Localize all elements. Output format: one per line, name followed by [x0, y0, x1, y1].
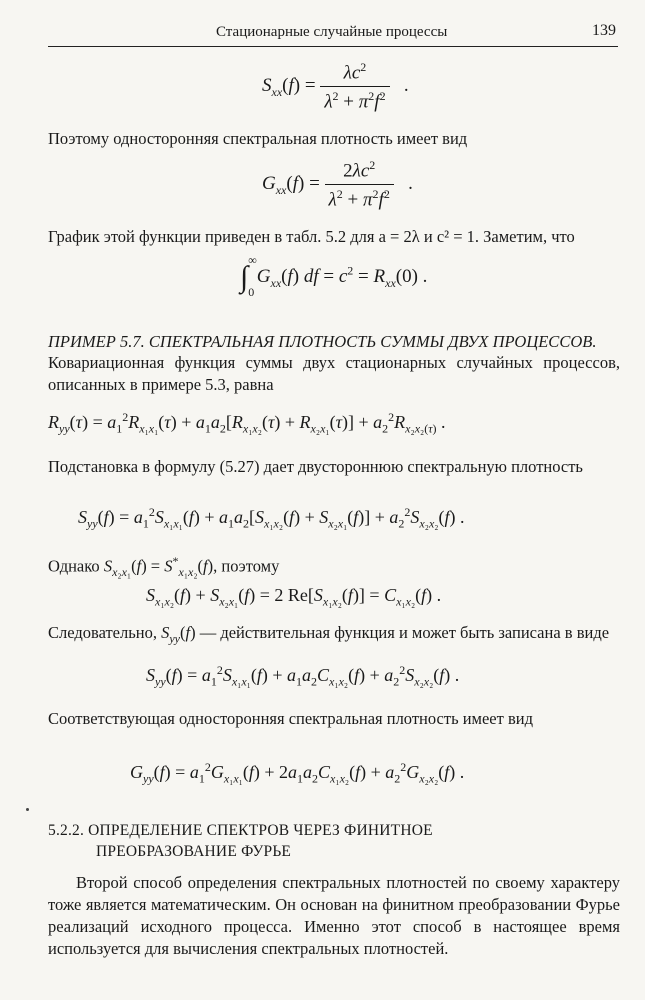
paragraph: Второй способ определения спектральных плотностей по своему характеру тоже является математическим. Он основан на финитном преобразовании Фурье реализаций исходного процесса. Именно этот способ в настоящее время используется для вычисления спектральных плотностей. [48, 873, 620, 958]
paragraph-text: Следовательно, [48, 623, 157, 642]
example-title: ПРИМЕР 5.7. СПЕКТРАЛЬНАЯ ПЛОТНОСТЬ СУММЫ ДВУХ ПРОЦЕССОВ. [48, 332, 597, 351]
paragraph: Соответствующая односторонняя спектральная плотность имеет вид [48, 709, 533, 728]
equation-integral: $\int_0^\infty G_{xx}(f)$ df = $c^2 = R_{xx}(0)$ . [240, 253, 428, 299]
paragraph: Подстановка в формулу (5.27) дает двустороннюю спектральную плотность [48, 457, 583, 476]
paragraph: Поэтому односторонняя спектральная плотность имеет вид [48, 129, 468, 148]
paragraph: Однако $S_{x_2x_1}(f) = S^*_{x_1x_2}(f)$, поэтому [48, 554, 280, 579]
equation-syy-real: $S_{yy}(f) = a_1^2S_{x_1x_1}(f) + a_1a_2C_{x_1x_2}(f) + a_2^2S_{x_2x_2}(f)$ . [146, 663, 460, 689]
equation-syy: $S_{yy}(f) = a_1^2S_{x_1x_1}(f) + a_1a_2[S_{x_1x_2}(f) + S_{x_2x_1}(f)] + a_2^2S_{x_2x_2}(f)$ . [78, 505, 465, 531]
equation-conjugate-sum: $S_{x_1x_2}(f) + S_{x_2x_1}(f) = 2$ $Re[S_{x_1x_2}(f)] = C_{x_1x_2}(f)$ . [146, 585, 442, 609]
running-title: Стационарные случайные процессы [216, 24, 448, 40]
running-header [48, 22, 618, 47]
stray-dot [26, 808, 29, 811]
paragraph: Следовательно, $S_{yy}(f)$ — действительная функция и может быть записана в виде [48, 623, 610, 646]
paragraph-text: Однако [48, 556, 100, 576]
paragraph: Ковариационная функция суммы двух стационарных случайных процессов, описанных в примере 5.3, равна [48, 353, 620, 394]
section-heading-cont: ПРЕОБРАЗОВАНИЕ ФУРЬЕ [96, 843, 292, 860]
equation-gyy: $G_{yy}(f) = a_1^2G_{x_1x_1}(f) + 2a_1a_2C_{x_1x_2}(f) + a_2^2G_{x_2x_2}(f)$ . [130, 760, 465, 786]
page-number: 139 [592, 22, 616, 39]
section-heading: 5.2.2. ОПРЕДЕЛЕНИЕ СПЕКТРОВ ЧЕРЕЗ ФИНИТНОЕ [48, 822, 433, 839]
paragraph-text: — действительная функция и может быть записана в виде [199, 623, 610, 642]
equation-ryy: $R_{yy}(\tau) = a_1^2R_{x_1x_1}(\tau) + a_1a_2[R_{x_1x_2}(\tau) + R_{x_2x_1}(\tau)] + a_2^2R_{x_2x_2(\tau)}$ . [48, 410, 446, 436]
paragraph: График этой функции приведен в табл. 5.2 для a = 2λ и c² = 1. Заметим, что [48, 227, 575, 246]
paragraph-text: , поэтому [213, 556, 280, 576]
equation-gxx: $G_{xx}(f)$ = $\frac{2\lambda c^2}{\lambda^2 + \pi^2f^2}$ . [262, 158, 413, 211]
equation-sxx: $S_{xx}(f)$ = $\frac{\lambda c^2}{\lambda^2 + \pi^2f^2}$ . [262, 60, 409, 113]
